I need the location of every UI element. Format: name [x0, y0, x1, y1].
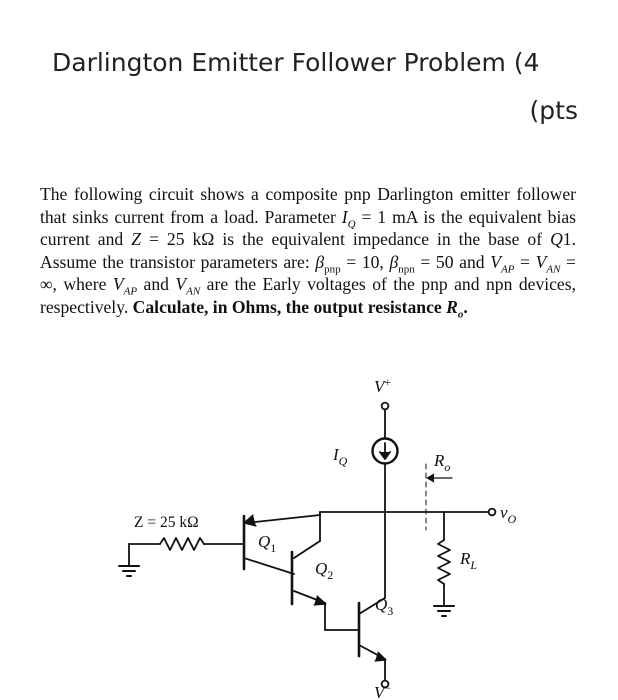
- question-end: .: [463, 296, 468, 317]
- beta-npn-subscript: npn: [398, 263, 415, 276]
- text-and: and: [137, 274, 176, 295]
- iq-label: $I_Q$: [333, 445, 348, 468]
- text-infinity: = ∞, where: [40, 251, 576, 295]
- question-lead: Calculate, in Ohms, the output resistance: [132, 296, 447, 317]
- problem-title-continued: (pts: [529, 96, 578, 125]
- ro-symbol: R: [446, 296, 458, 317]
- q1-emitter-lead: [246, 515, 320, 523]
- vap-symbol: V: [490, 251, 501, 272]
- text-equals: =: [514, 251, 536, 272]
- van-subscript-2: AN: [186, 285, 201, 298]
- q1-number: 1: [562, 229, 572, 250]
- rl-label: $R_L$: [460, 549, 478, 572]
- problem-title: Darlington Emitter Follower Problem (4: [52, 48, 540, 77]
- van-subscript: AN: [546, 263, 561, 276]
- iq-subscript: Q: [347, 218, 356, 231]
- q2-label: $Q_2$: [315, 559, 334, 582]
- q3-label: $Q_3$: [375, 595, 394, 618]
- beta-pnp-subscript: pnp: [324, 263, 341, 276]
- z-resistor: [160, 538, 204, 550]
- vap-symbol-2: V: [112, 274, 124, 295]
- text-z-value: = 25 kΩ is the equivalent impedance in the base of: [141, 229, 551, 250]
- van-symbol-2: V: [175, 274, 187, 295]
- z-label: Z = 25 kΩ: [134, 514, 199, 531]
- q2-collector-lead: [294, 541, 320, 558]
- text-tail: are the Early voltages of the pnp and npn devices, respectively.: [40, 274, 576, 317]
- q1-emitter-arrow: [244, 515, 256, 526]
- text-lead: The following circuit shows a composite pnp Darlington emitter follower that sinks current from a load. Parameter: [40, 184, 576, 227]
- q1-collector-lead: [244, 558, 294, 574]
- vplus-label: V+: [374, 375, 392, 396]
- text-assume: . Assume the transistor parameters are:: [40, 229, 576, 272]
- vap-subscript: AP: [500, 263, 515, 276]
- q1-label: $Q_1$: [258, 532, 277, 555]
- rl-resistor: [438, 540, 450, 584]
- output-terminal: [489, 509, 496, 516]
- beta-npn-symbol: β: [389, 251, 399, 272]
- current-source-arrow-head: [380, 452, 390, 459]
- vminus-label: V−: [374, 681, 392, 700]
- text-beta-npn: = 50 and: [414, 251, 491, 272]
- ro-arrow-head: [427, 474, 434, 482]
- text-iq-value: = 1 mA is the equivalent bias current and: [40, 206, 576, 250]
- ro-label: $R_o$: [434, 451, 451, 474]
- iq-symbol: I: [341, 206, 348, 227]
- beta-pnp-symbol: β: [315, 251, 325, 272]
- z-symbol: Z: [131, 229, 141, 250]
- vap-subscript-2: AP: [123, 285, 138, 298]
- q1-symbol: Q: [550, 229, 563, 250]
- van-symbol: V: [535, 251, 547, 272]
- ro-subscript: o: [457, 308, 464, 321]
- vo-label: $v_O$: [500, 503, 517, 526]
- vplus-terminal: [382, 403, 389, 410]
- text-beta-pnp: = 10,: [340, 251, 390, 272]
